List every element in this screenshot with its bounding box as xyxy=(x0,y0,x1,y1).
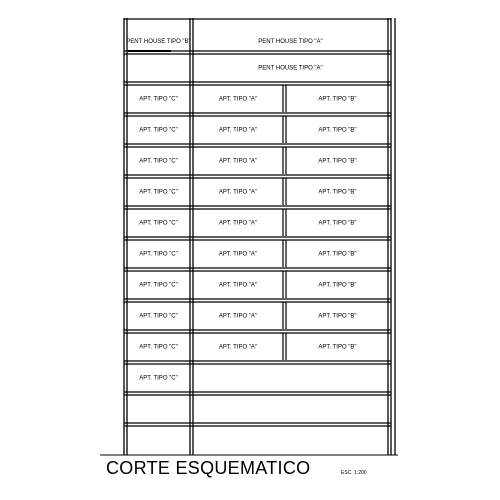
unit-label: APT. TIPO "C" xyxy=(139,282,178,289)
unit-label: APT. TIPO "B" xyxy=(318,344,357,351)
unit-cells xyxy=(283,85,286,360)
unit-label: APT. TIPO "A" xyxy=(218,96,258,103)
unit-label: APT. TIPO "C" xyxy=(139,375,178,382)
unit-label: APT. TIPO "A" xyxy=(218,127,258,134)
unit-label: PENT HOUSE TIPO "B" xyxy=(126,39,191,45)
unit-label: APT. TIPO "A" xyxy=(218,313,258,320)
unit-label: APT. TIPO "B" xyxy=(318,313,357,320)
unit-label: APT. TIPO "A" xyxy=(218,220,258,227)
unit-label: APT. TIPO "B" xyxy=(318,189,357,196)
unit-label: APT. TIPO "B" xyxy=(318,282,357,289)
unit-label: APT. TIPO "C" xyxy=(139,251,178,258)
unit-label: APT. TIPO "A" xyxy=(218,189,258,196)
drawing-scale: ESC. 1:200 xyxy=(341,470,367,476)
unit-label: APT. TIPO "A" xyxy=(218,158,258,165)
unit-label: APT. TIPO "B" xyxy=(318,127,357,134)
unit-label: APT. TIPO "B" xyxy=(318,220,357,227)
unit-label: APT. TIPO "C" xyxy=(139,127,178,134)
unit-label: APT. TIPO "A" xyxy=(218,344,258,351)
unit-label: APT. TIPO "C" xyxy=(139,96,178,103)
unit-label: PENT HOUSE TIPO "A" xyxy=(258,39,323,45)
unit-label: APT. TIPO "C" xyxy=(139,158,178,165)
unit-label: APT. TIPO "C" xyxy=(139,344,178,351)
unit-label: APT. TIPO "C" xyxy=(139,220,178,227)
unit-label: PENT HOUSE TIPO "A" xyxy=(258,65,323,72)
floor-slabs xyxy=(124,51,391,426)
unit-label: APT. TIPO "A" xyxy=(218,251,258,258)
unit-label: APT. TIPO "C" xyxy=(139,189,178,196)
unit-label: APT. TIPO "B" xyxy=(318,96,357,103)
unit-label: APT. TIPO "B" xyxy=(318,158,357,165)
unit-label: APT. TIPO "B" xyxy=(318,251,357,258)
drawing-title: CORTE ESQUEMATICO xyxy=(106,458,311,478)
unit-label: APT. TIPO "C" xyxy=(139,313,178,320)
unit-label: APT. TIPO "A" xyxy=(218,282,258,289)
